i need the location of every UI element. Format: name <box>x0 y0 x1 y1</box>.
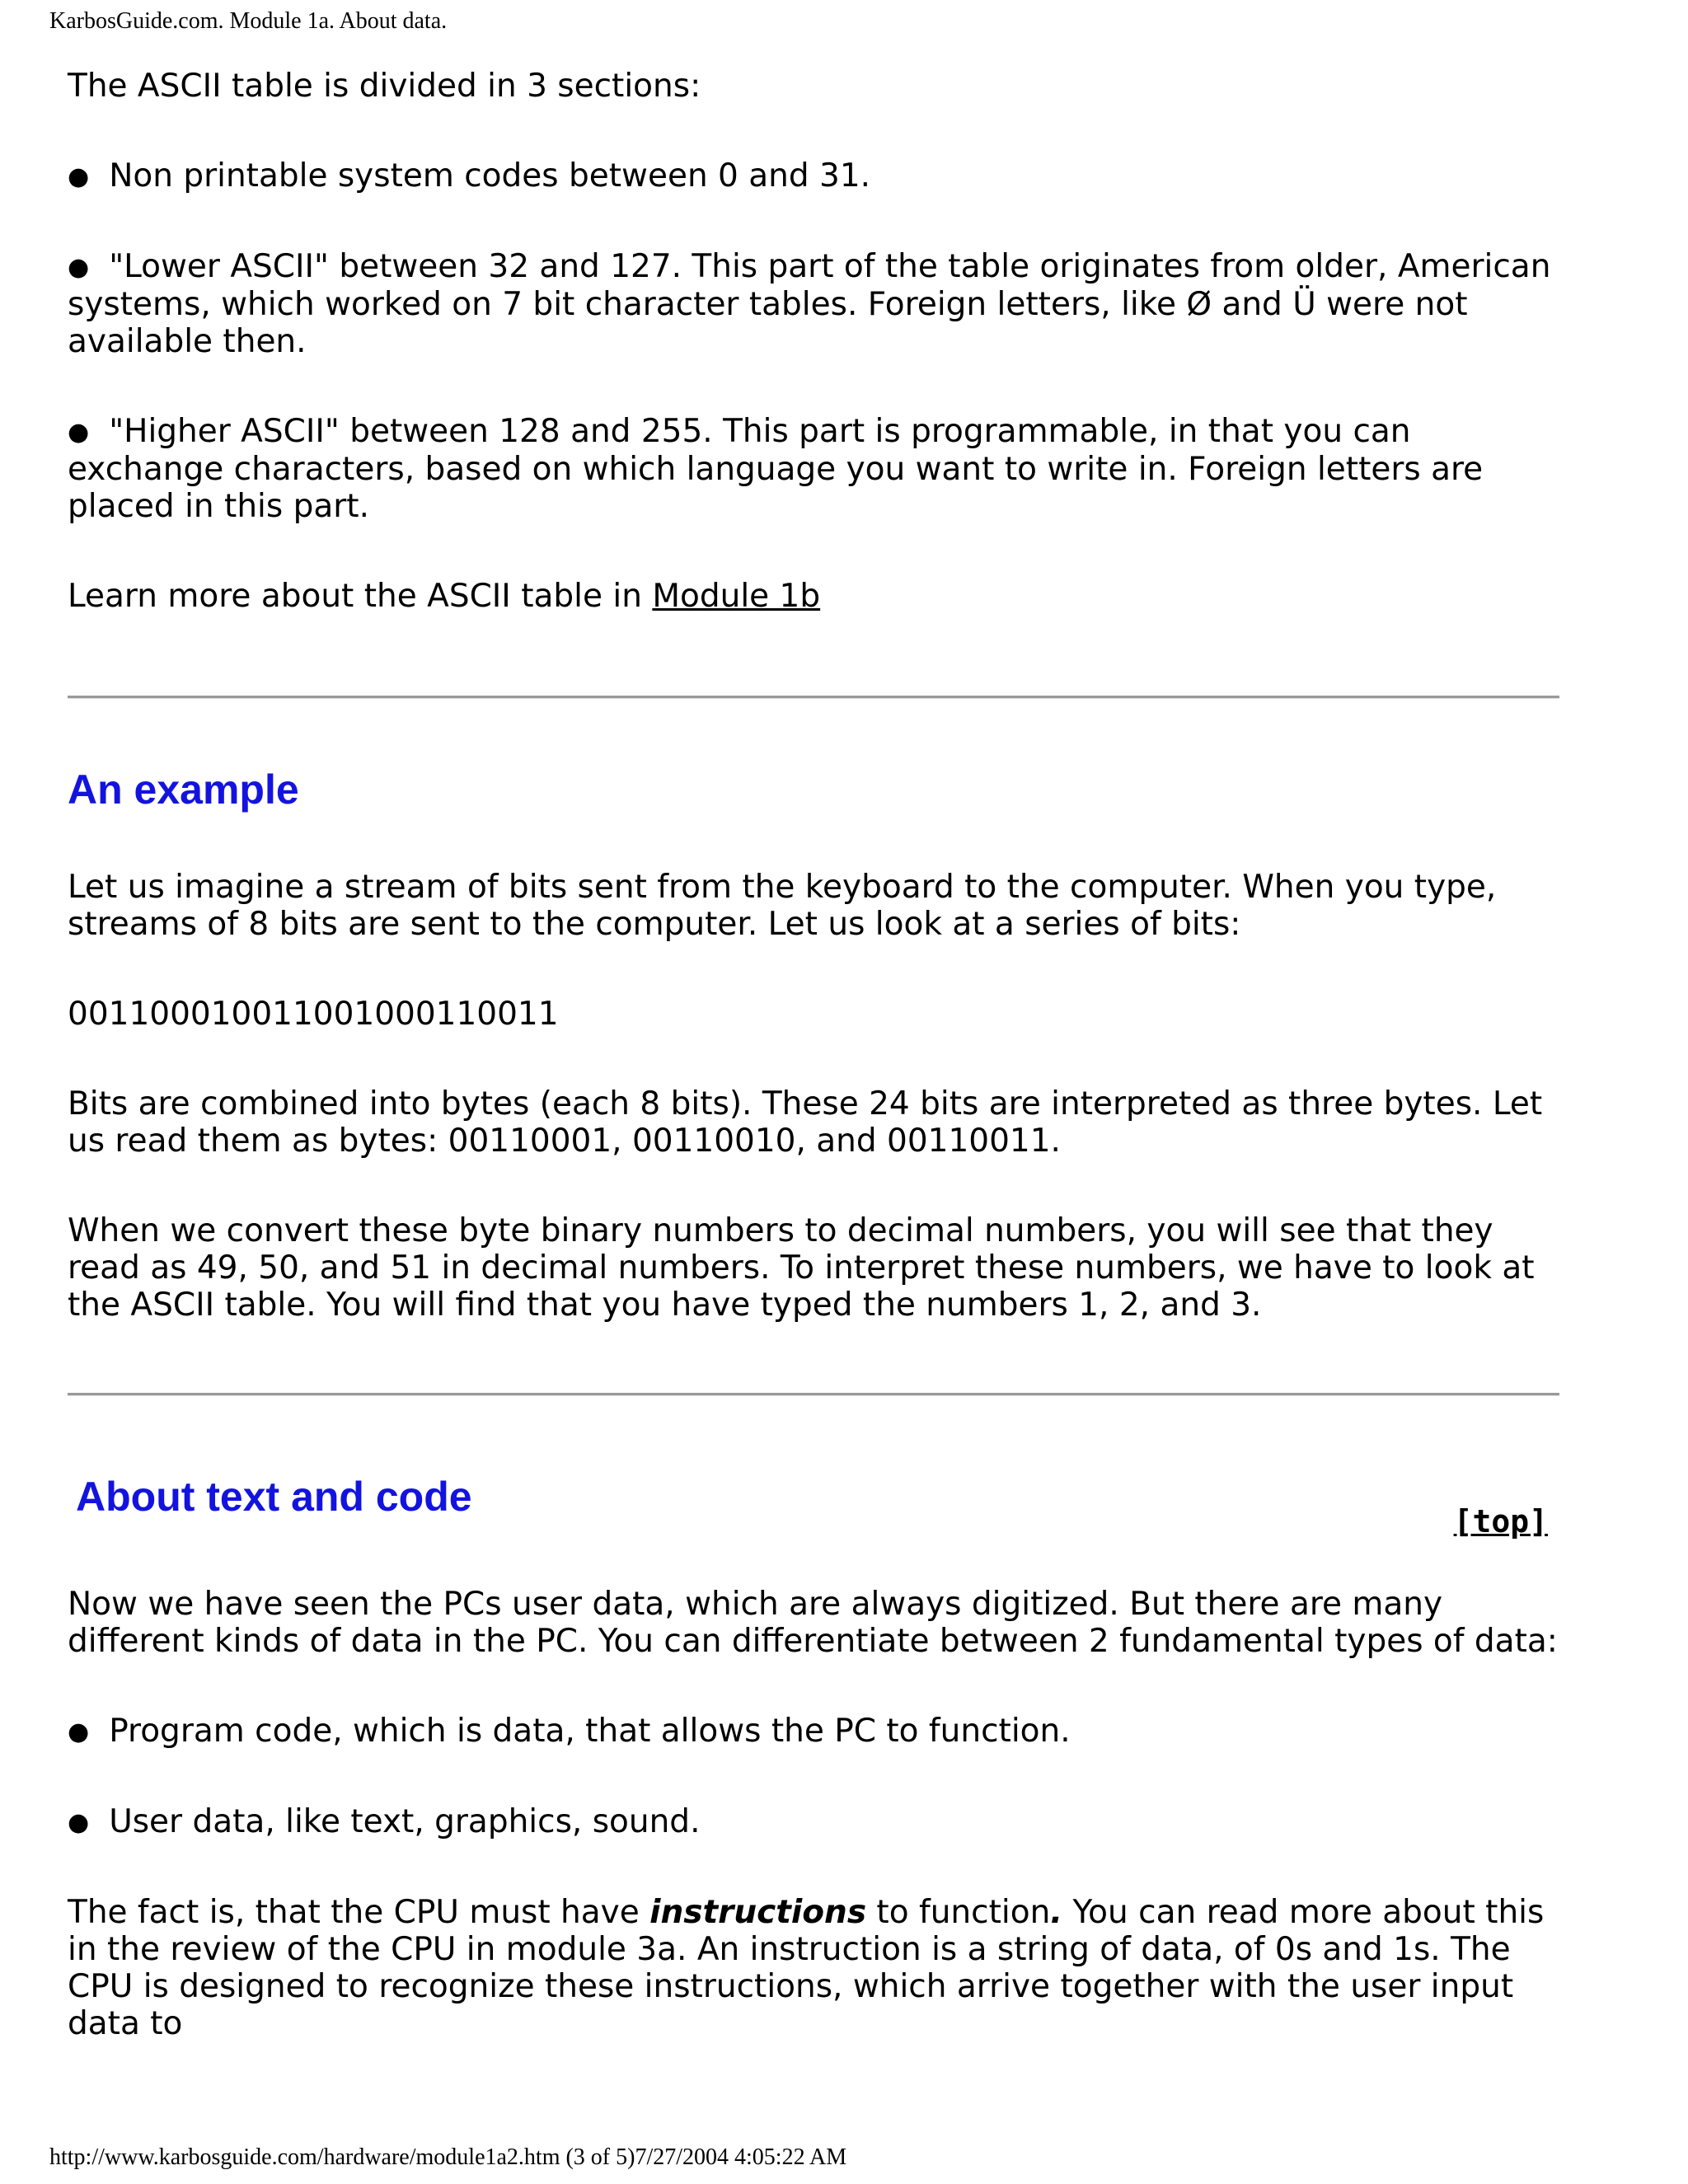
text-code-paragraph: Now we have seen the PCs user data, which are always digitized. But there are many different kinds of data in the PC. You can differentiate between 2 fundamental types of data: <box>68 1586 1558 1660</box>
learn-more-paragraph <box>68 578 1559 615</box>
bullet-icon: ● <box>68 253 90 282</box>
list-item-text: Non printable system codes between 0 and 31. <box>109 157 871 194</box>
example-heading: An example <box>68 766 299 813</box>
list-item-text: "Lower ASCII" between 32 and 127. This part of the table originates from older, American systems, which worked on 7 bit character tables. Foreign letters, like Ø and Ü were not available then. <box>68 248 1551 360</box>
print-header: KarbosGuide.com. Module 1a. About data. <box>49 8 448 34</box>
list-item <box>68 157 1559 195</box>
text-code-heading: About text and code <box>76 1474 472 1520</box>
print-footer: http://www.karbosguide.com/hardware/module1a2.htm (3 of 5)7/27/2004 4:05:22 AM <box>49 2144 847 2170</box>
paragraph-text: The fact is, that the CPU must have <box>68 1894 650 1931</box>
list-item <box>68 413 1559 525</box>
text-code-paragraph <box>68 1894 1559 2042</box>
emphasis-period: . <box>1050 1894 1063 1931</box>
list-item-text: "Higher ASCII" between 128 and 255. This part is programmable, in that you can exchange characters, based on which language you want to write in. Foreign letters are placed in this part. <box>68 413 1484 525</box>
bit-stream: 001100010011001000110011 <box>68 996 559 1033</box>
bullet-icon: ● <box>68 1808 90 1837</box>
example-paragraph: Let us imagine a stream of bits sent from the keyboard to the computer. When you type, streams of 8 bits are sent to the computer. Let us look at a series of bits: <box>68 869 1497 943</box>
bullet-icon: ● <box>68 162 90 191</box>
bullet-icon: ● <box>68 418 90 447</box>
list-item-text: User data, like text, graphics, sound. <box>109 1803 701 1840</box>
emphasis-instructions: instructions <box>649 1894 867 1931</box>
list-item-text: Program code, which is data, that allows the PC to function. <box>109 1713 1071 1750</box>
bullet-icon: ● <box>68 1718 90 1746</box>
list-item <box>68 1713 1559 1750</box>
page-content <box>68 68 1559 2042</box>
top-link[interactable]: [top] <box>1453 1503 1548 1540</box>
section-divider <box>68 1393 1559 1396</box>
module-1b-link[interactable]: Module 1b <box>652 578 821 615</box>
list-item <box>68 248 1559 360</box>
list-item <box>68 1803 1559 1841</box>
paragraph-text: You can read more about this in the review of the CPU in module 3a. An instruction is a string of data, of 0s and 1s. The CPU is designed to recognize these instructions, which arrive together with the user input data to <box>68 1894 1545 2042</box>
intro-paragraph: The ASCII table is divided in 3 sections: <box>68 68 701 105</box>
text-code-heading-row <box>68 1474 1559 1586</box>
example-paragraph: Bits are combined into bytes (each 8 bits). These 24 bits are interpreted as three bytes. Let us read them as bytes: 00110001, 00110010, and 00110011. <box>68 1085 1543 1160</box>
section-divider <box>68 696 1559 699</box>
paragraph-text: to function <box>866 1894 1051 1931</box>
example-paragraph: When we convert these byte binary numbers to decimal numbers, you will see that they read as 49, 50, and 51 in decimal numbers. To interpret these numbers, we have to look at the ASCII table. You will find that you have typed the numbers 1, 2, and 3. <box>68 1212 1535 1324</box>
learn-more-text: Learn more about the ASCII table in <box>68 578 653 615</box>
